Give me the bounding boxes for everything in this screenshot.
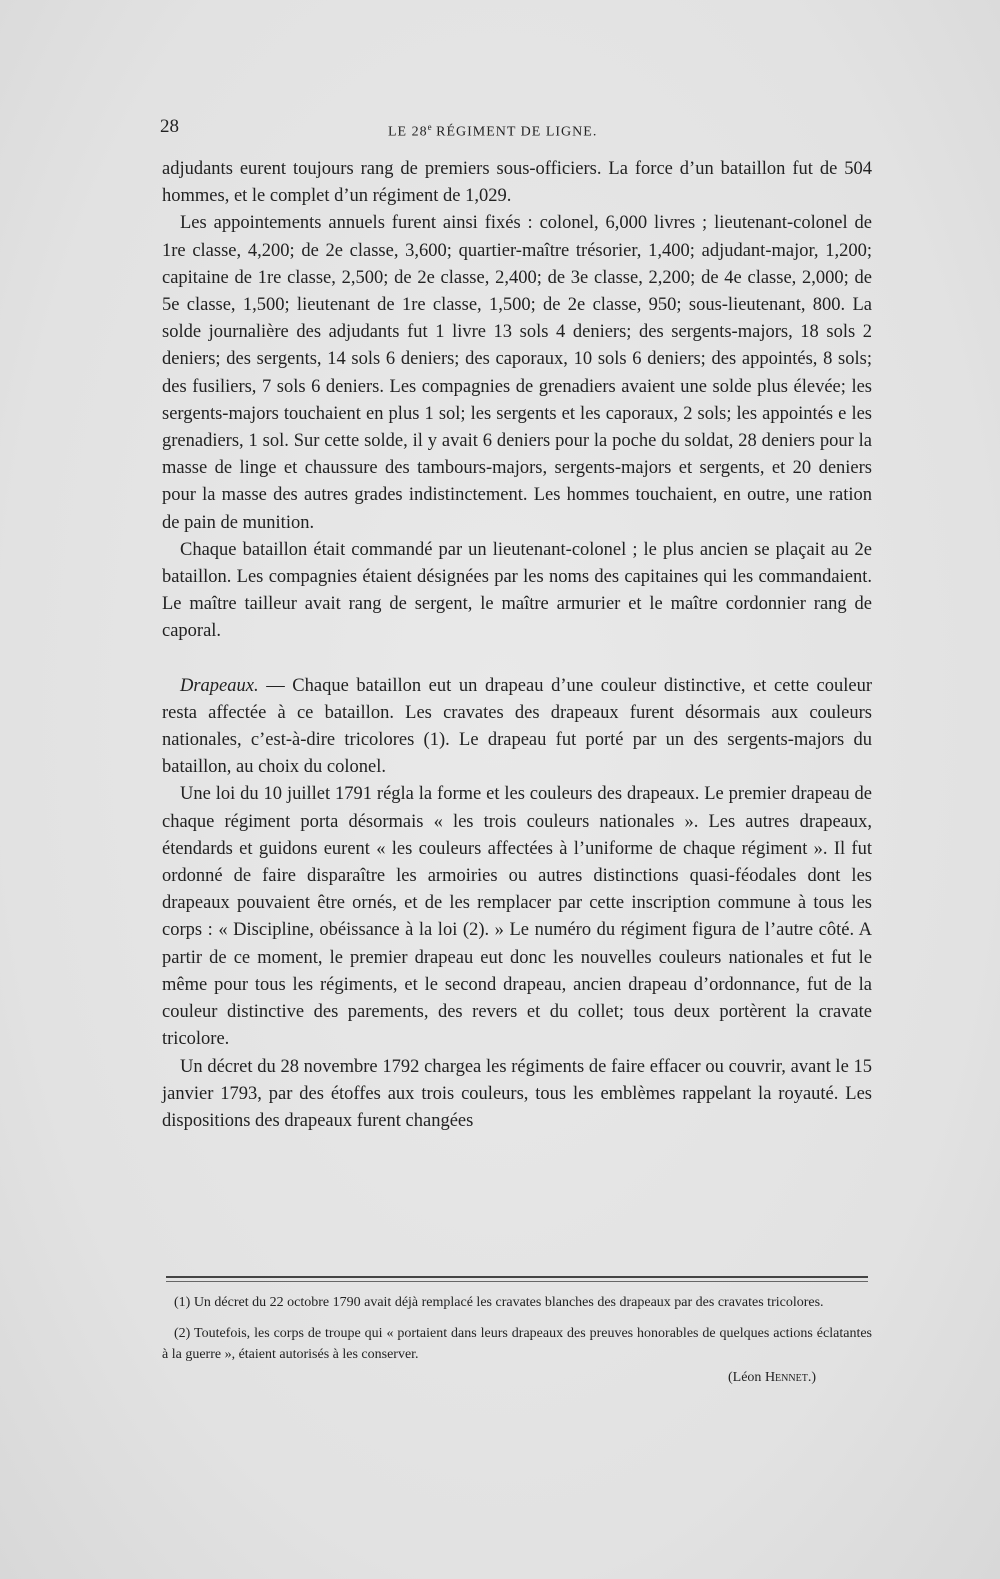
footnote-2: (2) Toutefois, les corps de troupe qui « portaient dans leurs drapeaux des preuves honorables de quelques actions éclatantes à la guerre », étaient autorisés à les conserver. xyxy=(162,1326,872,1362)
running-title-suffix: RÉGIMENT DE LIGNE. xyxy=(431,124,598,140)
attribution-open: (Léon xyxy=(728,1370,765,1385)
body-text xyxy=(162,156,872,1135)
paragraph-appointements: Les appointements annuels furent ainsi fixés : colonel, 6,000 livres ; lieutenant-colonel de 1re classe, 4,200; de 2e classe, 3,600; quartier-maître trésorier, 1,400; adjudant-major, 1,200; capitaine de 1re classe, 2,500; de 2e classe, 2,400; de 3e classe, 2,200; de 4e classe, 2,000; de 5e classe, 1,500; lieutenant de 1re classe, 1,500; de 2e classe, 950; sous-lieutenant, 800. La solde journalière des adjudants fut 1 livre 13 sols 4 deniers; des sergents-majors, 18 sols 2 deniers; des sergents, 14 sols 6 deniers; des caporaux, 10 sols 6 deniers; des appointés, 8 sols; des fusiliers, 7 sols 6 deniers. Les compagnies de grenadiers avaient une solde plus élevée; les sergents-majors touchaient en plus 1 sol; les sergents et les caporaux, 2 sols; les appointés e les grenadiers, 1 sol. Sur cette solde, il y avait 6 deniers pour la poche du soldat, 28 deniers pour la masse de linge et chaussure des tambours-majors, sergents-majors et sergents, et 20 deniers pour la masse des autres grades indistinctement. Les hommes touchaient, en outre, une ration de pain de munition. xyxy=(162,213,872,533)
attribution-name: Hennet xyxy=(764,1370,808,1385)
paragraph-drapeaux xyxy=(162,673,872,782)
page-number: 28 xyxy=(160,116,179,137)
running-title-superscript: e xyxy=(427,122,432,132)
footnotes xyxy=(162,1292,872,1388)
attribution-close: .) xyxy=(807,1370,816,1385)
footnote-divider xyxy=(166,1276,868,1278)
paragraph-bataillon-command: Chaque bataillon était commandé par un lieutenant-colonel ; le plus ancien se plaçait au 2e bataillon. Les compagnies étaient désignées par les noms des capitaines qui les commandaient. Le maître tailleur avait rang de sergent, le maître armurier et le maître cordonnier rang de caporal. xyxy=(162,539,872,642)
footnote-attribution xyxy=(162,1367,872,1388)
section-title-drapeaux: Drapeaux. xyxy=(180,675,259,696)
paragraph-loi-1791: Une loi du 10 juillet 1791 régla la forme et les couleurs des drapeaux. Le premier drapeau de chaque régiment porta désormais « les trois couleurs nationales ». Les autres drapeaux, étendards et guidons eurent « les couleurs affectées à l’uniforme de chaque régiment ». Il fut ordonné de faire disparaître les armoiries ou autres distinctions quasi-féodales dont les drapeaux pouvaient être ornés, et de les remplacer par cette inscription commune à tous les corps : « Discipline, obéissance à la loi (2). » Le numéro du régiment figura de l’autre côté. A partir de ce moment, le premier drapeau eut donc les nouvelles couleurs nationales et fut le même pour tous les régiments, et le second drapeau, ancien drapeau d’ordonnance, fut de la couleur distinctive des parements, des revers et du collet; tous deux portèrent la cravate tricolore. xyxy=(162,784,872,1050)
paragraph-decret-1792: Un décret du 28 novembre 1792 chargea les régiments de faire effacer ou couvrir, avant le 15 janvier 1793, par des étoffes aux trois couleurs, tous les emblèmes rappelant la royauté. Les dispositions des drapeaux furent changées xyxy=(162,1056,872,1131)
paragraph-continuation: adjudants eurent toujours rang de premiers sous-officiers. La force d’un bataillon fut de 504 hommes, et le complet d’un régiment de 1,029. xyxy=(162,159,872,207)
page-header xyxy=(160,116,872,144)
paragraph-drapeaux-text: — Chaque bataillon eut un drapeau d’une couleur distinctive, et cette couleur resta affectée à ce bataillon. Les cravates des drapeaux furent désormais aux couleurs nationales, c’est-à-dire tricolores (1). Le drapeau fut porté par un des sergents-majors du bataillon, au choix du colonel. xyxy=(162,675,872,778)
running-title xyxy=(388,122,597,141)
footnote-1: (1) Un décret du 22 octobre 1790 avait déjà remplacé les cravates blanches des drapeaux par des cravates tricolores. xyxy=(174,1295,824,1310)
running-title-prefix: LE 28 xyxy=(388,124,428,140)
